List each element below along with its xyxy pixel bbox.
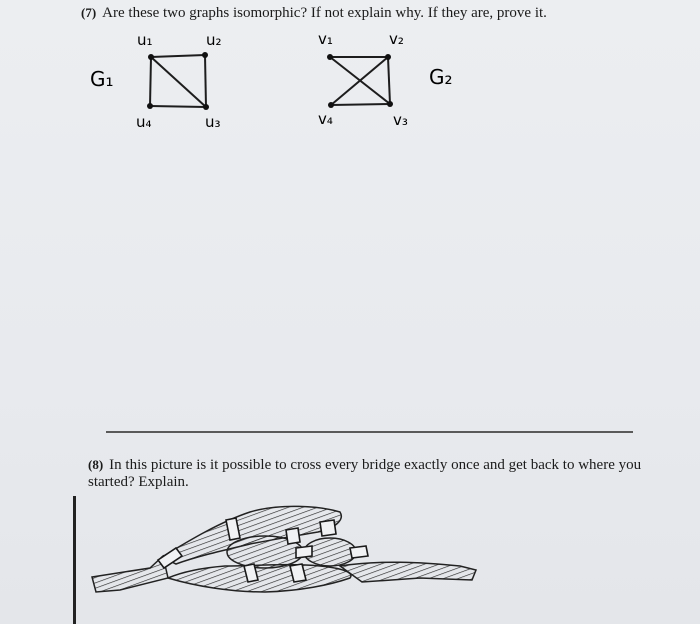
label-u1: u₁: [137, 31, 153, 49]
bridges-picture: [92, 506, 476, 592]
vertex-u2: [202, 52, 208, 58]
bridge-1: [158, 548, 182, 568]
edge-v2-v3: [388, 57, 390, 104]
bridge-7: [320, 520, 336, 536]
question-8-number: (8): [88, 457, 104, 472]
edge-v3-v4: [331, 104, 390, 105]
left-bank: [92, 556, 168, 592]
label-u2: u₂: [206, 31, 222, 49]
question-8: [88, 456, 648, 491]
edge-u2-u3: [205, 55, 206, 107]
vertex-u4: [147, 103, 153, 109]
label-u4: u₄: [136, 113, 152, 131]
label-g1: G₁: [90, 67, 114, 91]
edge-u3-u4: [150, 106, 206, 107]
bridge-5: [296, 546, 312, 558]
label-v4: v₄: [318, 110, 333, 128]
right-bank: [340, 562, 476, 582]
vertex-u3: [203, 104, 209, 110]
graph-g1: [150, 55, 206, 107]
question-7-number: (7): [81, 5, 97, 20]
bridge-4: [286, 528, 300, 544]
label-v2: v₂: [389, 30, 404, 48]
label-v3: v₃: [393, 111, 408, 129]
bridge-8: [350, 546, 368, 558]
vertex-v4: [328, 102, 334, 108]
label-u3: u₃: [205, 113, 221, 131]
margin-line: [73, 496, 76, 624]
edge-u1-u2: [151, 55, 205, 57]
question-8-text: In this picture is it possible to cross every bridge exactly once and get back to where you started? Explain.: [88, 457, 642, 490]
label-v1: v₁: [318, 30, 333, 48]
vertex-v3: [387, 101, 393, 107]
divider-line: [106, 431, 633, 433]
question-7-text: Are these two graphs isomorphic? If not explain why. If they are, prove it.: [102, 5, 547, 21]
vertex-v2: [385, 54, 391, 60]
vertex-u1: [148, 54, 154, 60]
graph-g2: [330, 57, 390, 105]
edge-u1-u3: [151, 57, 206, 107]
label-g2: G₂: [429, 65, 453, 89]
vertex-v1: [327, 54, 333, 60]
edge-u4-u1: [150, 57, 151, 106]
lower-landmass: [168, 565, 351, 592]
